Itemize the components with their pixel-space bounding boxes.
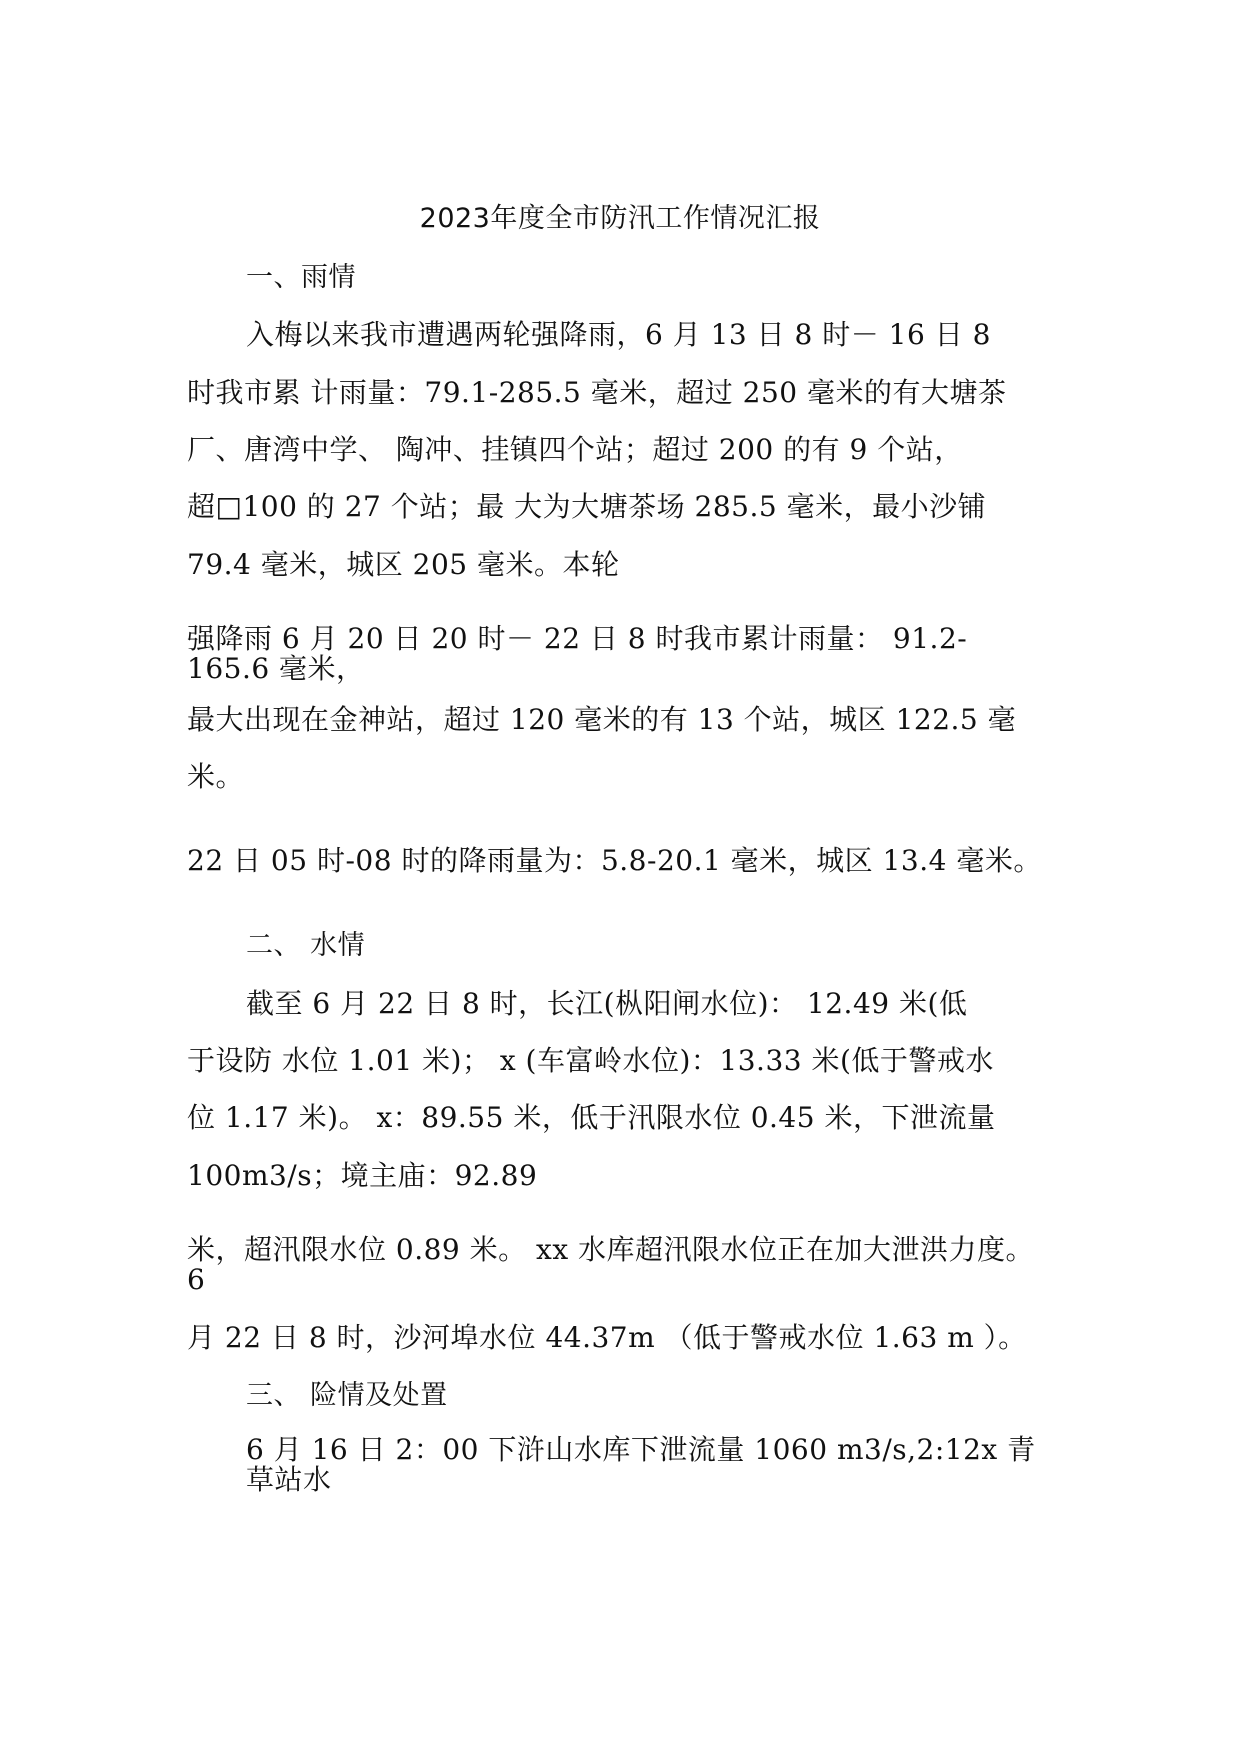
paragraph-line: 米，超汛限水位 0.89 米。 xx 水库超汛限水位正在加大泄洪力度。6	[187, 1233, 1035, 1296]
paragraph-line: 6 月 16 日 2：00 下浒山水库下泄流量 1060 m3/s,2:12x 青草站水	[246, 1433, 1036, 1496]
paragraph-line: 截至 6 月 22 日 8 时，长江(枞阳闸水位)： 12.49 米(低	[246, 987, 968, 1020]
section-heading-water: 二、 水情	[246, 930, 366, 961]
paragraph-line: 强降雨 6 月 20 日 20 时－ 22 日 8 时我市累计雨量： 91.2-165.6 毫米，	[187, 622, 968, 685]
paragraph-line: 位 1.17 米)。 x：89.55 米，低于汛限水位 0.45 米，下泄流量	[187, 1101, 996, 1134]
paragraph-line: 于设防 水位 1.01 米)； x (车富岭水位)：13.33 米(低于警戒水	[187, 1044, 994, 1077]
paragraph-line: 超□100 的 27 个站；最 大为大塘茶场 285.5 毫米，最小沙铺	[187, 490, 987, 523]
document-title: 2023年度全市防汛工作情况汇报	[419, 203, 821, 234]
paragraph-line: 79.4 毫米，城区 205 毫米。本轮	[187, 548, 620, 581]
section-heading-rain: 一、雨情	[246, 262, 356, 293]
section-heading-danger: 三、 险情及处置	[246, 1380, 448, 1411]
paragraph-line: 22 日 05 时-08 时的降雨量为：5.8-20.1 毫米，城区 13.4 毫米。	[187, 844, 1042, 877]
paragraph-line: 米。	[187, 760, 245, 793]
paragraph-line: 时我市累 计雨量：79.1-285.5 毫米，超过 250 毫米的有大塘茶	[187, 376, 1007, 409]
paragraph-line: 100m3/s；境主庙：92.89	[187, 1159, 538, 1192]
paragraph-line: 厂、唐湾中学、 陶冲、挂镇四个站；超过 200 的有 9 个站，	[187, 433, 963, 466]
paragraph-line: 最大出现在金神站，超过 120 毫米的有 13 个站，城区 122.5 毫	[187, 703, 1017, 736]
paragraph-line: 月 22 日 8 时，沙河埠水位 44.37m （低于警戒水位 1.63 m ）。	[187, 1321, 1027, 1354]
paragraph-line: 入梅以来我市遭遇两轮强降雨，6 月 13 日 8 时－ 16 日 8	[246, 318, 991, 351]
